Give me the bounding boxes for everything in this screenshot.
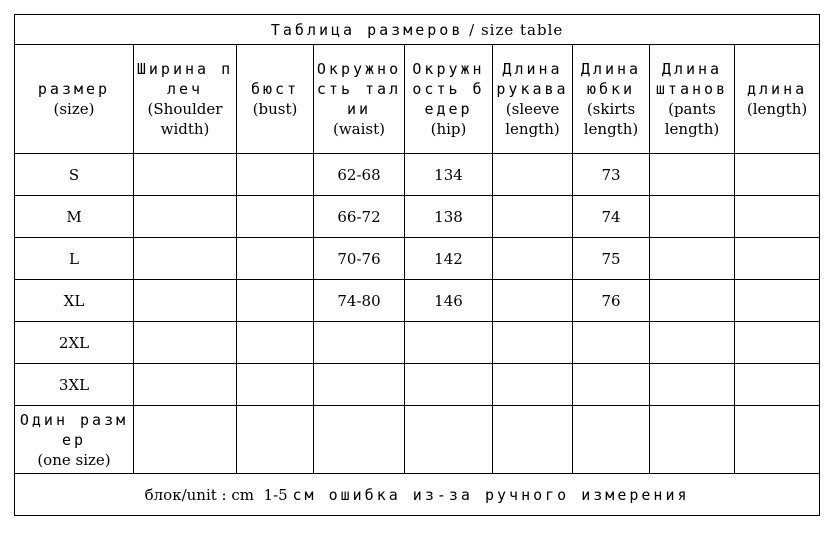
column-header-shoulder — [134, 45, 237, 154]
size-cell: 3XL — [15, 364, 134, 406]
column-header-en: (size) — [53, 100, 95, 118]
table-row — [15, 154, 820, 196]
hip-cell — [405, 322, 493, 364]
sleeve-cell — [493, 238, 573, 280]
sleeve-cell — [493, 364, 573, 406]
column-header-pants — [650, 45, 735, 154]
bust-cell — [237, 406, 314, 474]
column-header-ru: Окружность талии — [316, 60, 402, 118]
size-cell: S — [15, 154, 134, 196]
sleeve-cell — [493, 322, 573, 364]
bust-cell — [237, 238, 314, 280]
column-header-en: (skirts length) — [583, 100, 639, 138]
one-size-label-en: (one size) — [37, 450, 111, 469]
hip-cell: 138 — [405, 196, 493, 238]
table-row — [15, 238, 820, 280]
column-header-ru: Длина юбки — [580, 60, 642, 98]
skirt-cell: 75 — [573, 238, 650, 280]
footer-error-note: см ошибка из-за ручного измерения — [292, 485, 690, 504]
waist-cell — [314, 364, 405, 406]
length-cell — [735, 406, 820, 474]
skirt-cell: 74 — [573, 196, 650, 238]
waist-cell: 70-76 — [314, 238, 405, 280]
size-cell: M — [15, 196, 134, 238]
hip-cell — [405, 364, 493, 406]
column-header-bust — [237, 45, 314, 154]
column-header-hip — [405, 45, 493, 154]
length-cell — [735, 196, 820, 238]
table-title — [15, 15, 820, 45]
pants-cell — [650, 322, 735, 364]
sleeve-cell — [493, 280, 573, 322]
pants-cell — [650, 364, 735, 406]
shoulder-cell — [134, 364, 237, 406]
column-header-ru: Окружность бедер — [412, 60, 485, 118]
table-title-en: / size table — [469, 20, 564, 39]
pants-cell — [650, 154, 735, 196]
column-header-sleeve — [493, 45, 573, 154]
bust-cell — [237, 280, 314, 322]
column-header-en: (Shoulder width) — [147, 100, 223, 138]
column-header-en: (hip) — [430, 120, 467, 138]
table-title-ru: Таблица размеров — [270, 20, 464, 39]
column-header-en: (bust) — [252, 100, 298, 118]
column-header-ru: бюст — [250, 80, 300, 98]
size-cell: 2XL — [15, 322, 134, 364]
hip-cell — [405, 406, 493, 474]
pants-cell — [650, 238, 735, 280]
footer-unit: блок/unit : cm — [144, 485, 254, 504]
pants-cell — [650, 196, 735, 238]
size-cell: L — [15, 238, 134, 280]
pants-cell — [650, 280, 735, 322]
waist-cell — [314, 406, 405, 474]
column-header-size — [15, 45, 134, 154]
hip-cell: 146 — [405, 280, 493, 322]
shoulder-cell — [134, 154, 237, 196]
footer-range: 1-5 — [263, 485, 288, 504]
title-row — [15, 15, 820, 45]
table-row — [15, 280, 820, 322]
length-cell — [735, 280, 820, 322]
waist-cell: 62-68 — [314, 154, 405, 196]
waist-cell — [314, 322, 405, 364]
column-header-waist — [314, 45, 405, 154]
waist-cell: 74-80 — [314, 280, 405, 322]
waist-cell: 66-72 — [314, 196, 405, 238]
bust-cell — [237, 322, 314, 364]
column-header-skirt — [573, 45, 650, 154]
size-table — [14, 14, 820, 516]
shoulder-cell — [134, 322, 237, 364]
column-header-en: (sleeve length) — [505, 100, 560, 138]
shoulder-cell — [134, 406, 237, 474]
column-header-length — [735, 45, 820, 154]
sleeve-cell — [493, 406, 573, 474]
table-row — [15, 364, 820, 406]
bust-cell — [237, 364, 314, 406]
column-header-ru: размер — [37, 80, 111, 98]
sleeve-cell — [493, 196, 573, 238]
length-cell — [735, 364, 820, 406]
column-header-ru: Длина рукава — [496, 60, 569, 98]
one-size-label-ru: Один размер — [19, 410, 129, 449]
column-header-ru: Длина штанов — [655, 60, 729, 98]
size-cell: XL — [15, 280, 134, 322]
hip-cell: 134 — [405, 154, 493, 196]
column-header-en: (waist) — [332, 120, 385, 138]
skirt-cell: 76 — [573, 280, 650, 322]
length-cell — [735, 154, 820, 196]
length-cell — [735, 322, 820, 364]
shoulder-cell — [134, 196, 237, 238]
column-header-en: (length) — [746, 100, 808, 118]
skirt-cell — [573, 364, 650, 406]
bust-cell — [237, 154, 314, 196]
length-cell — [735, 238, 820, 280]
hip-cell: 142 — [405, 238, 493, 280]
skirt-cell — [573, 406, 650, 474]
table-row — [15, 196, 820, 238]
skirt-cell: 73 — [573, 154, 650, 196]
shoulder-cell — [134, 280, 237, 322]
column-header-ru: Ширина плеч — [136, 60, 234, 98]
table-row — [15, 322, 820, 364]
header-row — [15, 45, 820, 154]
column-header-ru: длина — [746, 80, 808, 98]
pants-cell — [650, 406, 735, 474]
footer-row — [15, 474, 820, 516]
size-cell-one-size — [15, 406, 134, 474]
table-footer-note — [15, 474, 820, 516]
table-row-one-size — [15, 406, 820, 474]
sleeve-cell — [493, 154, 573, 196]
bust-cell — [237, 196, 314, 238]
shoulder-cell — [134, 238, 237, 280]
column-header-en: (pants length) — [664, 100, 720, 138]
skirt-cell — [573, 322, 650, 364]
